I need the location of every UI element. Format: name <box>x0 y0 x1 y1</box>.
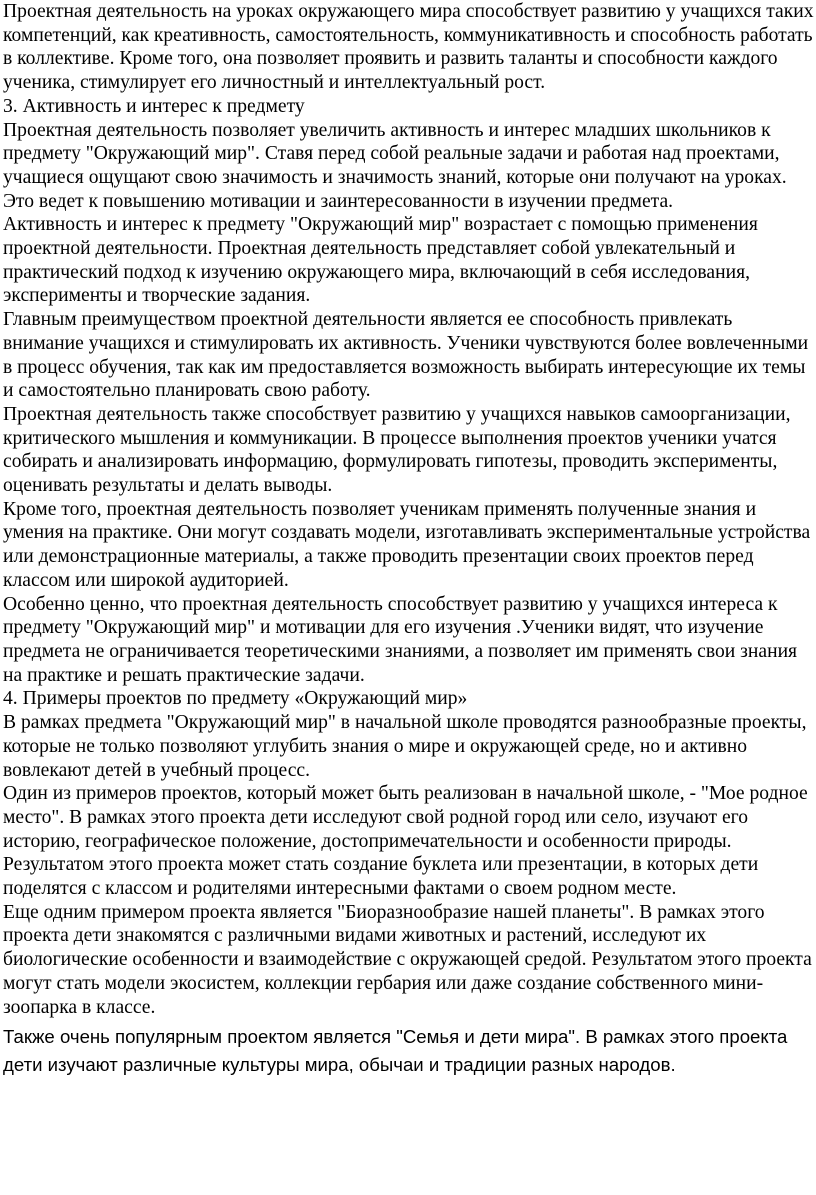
paragraph-projects-intro: В рамках предмета "Окружающий мир" в начальной школе проводятся разнообразные проекты, которые не только позволяют углубить знания о мире и окружающей среде, но и активно вовлекают детей в учебный процесс. <box>3 712 807 781</box>
paragraph-biodiversity: Еще одним примером проекта является "Биоразнообразие нашей планеты". В рамках этого проекта дети знакомятся с различными видами животных и растений, исследуют их биологические особенности и взаимодействие с окружающей средой. Результатом этого проекта могут стать модели экосистем, коллекции гербария или даже создание собственного мини-зоопарка в классе. <box>3 901 812 1018</box>
paragraph-competencies: Проектная деятельность на уроках окружающего мира способствует развитию у учащихся таких компетенций, как креативность, самостоятельность, коммуникативность и способность работать в коллективе. Кроме того, она позволяет проявить и развить таланты и способности каждого ученика, стимулирует его личностный и интеллектуальный рост. <box>3 1 814 94</box>
paragraph-practice: Кроме того, проектная деятельность позволяет ученикам применять полученные знания и умения на практике. Они могут создавать модели, изготавливать экспериментальные устройства или демонстрационные материалы, а также проводить презентации своих проектов перед классом или широкой аудиторией. <box>3 498 811 591</box>
section-heading-examples: 4. Примеры проектов по предмету «Окружающий мир» <box>3 688 468 710</box>
paragraph-motivation: Особенно ценно, что проектная деятельность способствует развитию у учащихся интереса к предмету "Окружающий мир" и мотивации для его изучения .Ученики видят, что изучение предмета не ограничивается теоретическими знаниями, а позволяет им применять свои знания на практике и решать практические задачи. <box>3 593 798 686</box>
section-heading-activity: 3. Активность и интерес к предмету <box>3 95 305 117</box>
paragraph-activity-interest: Проектная деятельность позволяет увеличить активность и интерес младших школьников к предмету "Окружающий мир". Ставя перед собой реальные задачи и работая над проектами, учащиеся ощущают свою значимость и значимость знаний, которые они получают на уроках. Это ведет к повышению мотивации и заинтересованности в изучении предмета. <box>3 119 787 212</box>
paragraph-main-advantage: Главным преимуществом проектной деятельности является ее способность привлекать внимание учащихся и стимулировать их активность. Ученики чувствуются более вовлеченными в процесс обучения, так как им предоставляется возможность выбирать интересующие их темы и самостоятельно планировать свою работу. <box>3 309 809 402</box>
paragraph-native-place: Один из примеров проектов, который может быть реализован в начальной школе, - "Мое родное место". В рамках этого проекта дети исследуют свой родной город или село, изучают его историю, географическое положение, достопримечательности и особенности природы. Результатом этого проекта может стать создание буклета или презентации, в которых дети поделятся с классом и родителями интересными фактами о своем родном месте. <box>3 783 808 900</box>
paragraph-family-world: Также очень популярным проектом является "Семья и дети мира". В рамках этого проекта дети изучают различные культуры мира, обычаи и традиции разных народов. <box>3 1026 788 1076</box>
paragraph-activity-growth: Активность и интерес к предмету "Окружающий мир" возрастает с помощью применения проектной деятельности. Проектная деятельность представляет собой увлекательный и практический подход к изучению окружающего мира, включающий в себя исследования, эксперименты и творческие задания. <box>3 214 758 307</box>
paragraph-skills: Проектная деятельность также способствует развитию у учащихся навыков самоорганизации, критического мышления и коммуникации. В процессе выполнения проектов ученики учатся собирать и анализировать информацию, формулировать гипотезы, проводить эксперименты, оценивать результаты и делать выводы. <box>3 403 791 497</box>
